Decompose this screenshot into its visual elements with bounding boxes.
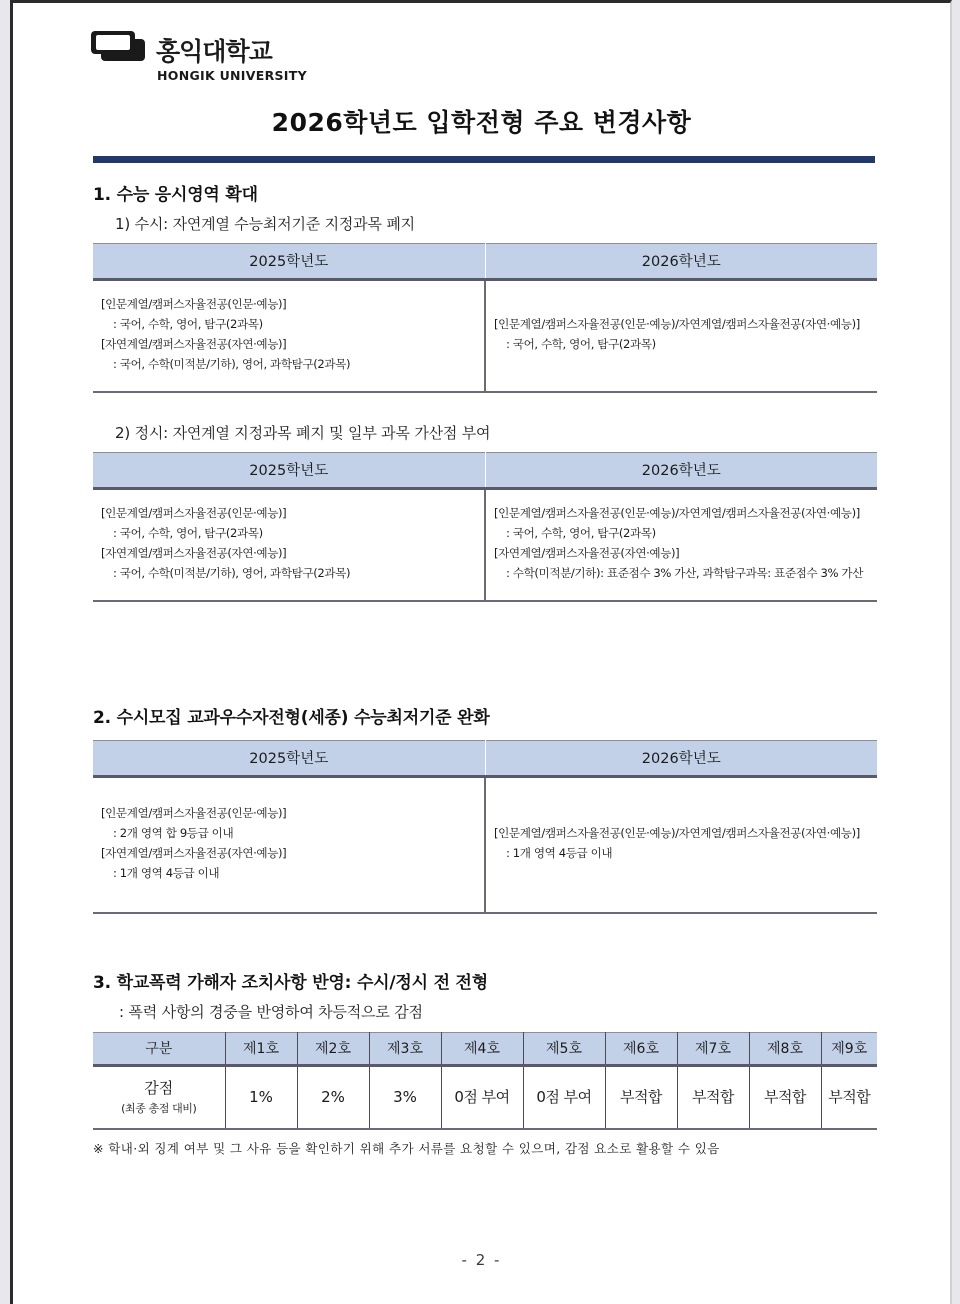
table-susi-subjects: [93, 243, 877, 393]
section-3: [93, 968, 877, 1157]
line: : 국어, 수학, 영어, 탐구(2과목): [506, 525, 656, 540]
section-1-sub-1-label: 1) 수시: 자연계열 수능최저기준 지정과목 폐지: [115, 215, 415, 233]
title-divider: [93, 156, 875, 163]
cell-2026-content: [485, 280, 877, 392]
col-header-item-8: 제8호: [749, 1033, 821, 1066]
col-header-item-4: 제4호: [441, 1033, 523, 1066]
table-header-row: [93, 452, 877, 488]
cell-2026-content: [485, 488, 877, 600]
col-header-2026: 2026학년도: [485, 741, 877, 777]
line: : 2개 영역 합 9등급 이내: [113, 825, 234, 840]
col-header-item-5: 제5호: [523, 1033, 605, 1066]
section-1: [93, 180, 877, 602]
section-2: [93, 703, 877, 914]
cell-2025-content: [93, 280, 485, 392]
section-3-heading: 3. 학교폭력 가해자 조치사항 반영: 수시/정시 전 전형: [93, 973, 488, 993]
page-number: - 2 -: [461, 1251, 502, 1269]
section-3-sub-label: : 폭력 사항의 경중을 반영하여 차등적으로 감점: [119, 1003, 423, 1021]
section-1-sub-2-label: 2) 정시: 자연계열 지정과목 폐지 및 일부 과목 가산점 부여: [115, 423, 491, 442]
line: [자연계열/캠퍼스자율전공(자연·예능)]: [101, 545, 287, 560]
col-header-item-6: 제6호: [605, 1033, 677, 1066]
line: [인문계열/캠퍼스자율전공(인문·예능)]: [101, 297, 287, 311]
line: [자연계열/캠퍼스자율전공(자연·예능)]: [494, 545, 680, 560]
line: : 1개 영역 4등급 이내: [506, 845, 613, 860]
col-header-item-3: 제3호: [369, 1033, 441, 1066]
university-logo: [91, 31, 307, 83]
col-header-item-7: 제7호: [677, 1033, 749, 1066]
table-school-violence-penalty: [93, 1032, 877, 1130]
logo-korean-name: 홍익대학교: [156, 37, 272, 66]
line: [인문계열/캠퍼스자율전공(인문·예능)/자연계열/캠퍼스자율전공(자연·예능)]: [494, 505, 860, 520]
table-header-row: [93, 244, 877, 280]
row-label-sub: (최종 총점 대비): [121, 1102, 197, 1115]
table-row: [93, 488, 877, 600]
line: [인문계열/캠퍼스자율전공(인문·예능)]: [101, 806, 287, 820]
row-label-penalty: [93, 1066, 225, 1130]
table-row: [93, 1066, 877, 1130]
table-gyogwa-usuja: [93, 740, 877, 914]
line: [자연계열/캠퍼스자율전공(자연·예능)]: [101, 845, 287, 860]
table-header-row: [93, 1033, 877, 1066]
cell-value-6: 부적합: [605, 1066, 677, 1130]
col-header-2025: 2025학년도: [93, 244, 485, 280]
line: : 국어, 수학(미적분/기하), 영어, 과학탐구(2과목): [113, 356, 351, 371]
table-row: [93, 777, 877, 913]
line: [인문계열/캠퍼스자율전공(인문·예능)]: [101, 505, 287, 520]
cell-2026-content: [485, 777, 877, 913]
cell-2025-content: [93, 488, 485, 600]
col-header-gubun: 구분: [93, 1033, 225, 1066]
logo-english-name: HONGIK UNIVERSITY: [157, 68, 307, 83]
page-title: 2026학년도 입학전형 주요 변경사항: [271, 108, 692, 137]
col-header-2025: 2025학년도: [93, 741, 485, 777]
line: : 1개 영역 4등급 이내: [113, 865, 220, 880]
row-label-main: 감점: [144, 1079, 174, 1097]
document-page: [10, 0, 952, 1304]
line: : 국어, 수학, 영어, 탐구(2과목): [113, 316, 263, 331]
col-header-2026: 2026학년도: [485, 244, 877, 280]
cell-value-5: 0점 부여: [523, 1066, 605, 1130]
table-header-row: [93, 741, 877, 777]
cell-value-9: 부적합: [821, 1066, 877, 1130]
cell-value-3: 3%: [369, 1066, 441, 1130]
cell-value-7: 부적합: [677, 1066, 749, 1130]
line: : 국어, 수학, 영어, 탐구(2과목): [506, 336, 656, 351]
line: : 국어, 수학, 영어, 탐구(2과목): [113, 525, 263, 540]
line: [인문계열/캠퍼스자율전공(인문·예능)/자연계열/캠퍼스자율전공(자연·예능)]: [494, 825, 860, 840]
line: : 수학(미적분/기하): 표준점수 3% 가산, 과학탐구과목: 표준점수 3% 가산: [506, 565, 864, 580]
col-header-item-2: 제2호: [297, 1033, 369, 1066]
table-jeongsi-subjects: [93, 452, 877, 602]
col-header-2025: 2025학년도: [93, 452, 485, 488]
col-header-item-9: 제9호: [821, 1033, 877, 1066]
section-3-footnote: ※ 학내·외 징계 여부 및 그 사유 등을 확인하기 위해 추가 서류를 요청할 수 있으며, 감점 요소로 활용할 수 있음: [93, 1141, 720, 1156]
table-row: [93, 280, 877, 392]
section-2-heading: 2. 수시모집 교과우수자전형(세종) 수능최저기준 완화: [93, 708, 490, 728]
hongik-logo-mark-icon: [91, 31, 147, 62]
col-header-2026: 2026학년도: [485, 452, 877, 488]
cell-value-2: 2%: [297, 1066, 369, 1130]
col-header-item-1: 제1호: [225, 1033, 297, 1066]
cell-value-8: 부적합: [749, 1066, 821, 1130]
section-1-heading: 1. 수능 응시영역 확대: [93, 185, 258, 205]
line: [인문계열/캠퍼스자율전공(인문·예능)/자연계열/캠퍼스자율전공(자연·예능)]: [494, 316, 860, 331]
cell-value-4: 0점 부여: [441, 1066, 523, 1130]
cell-2025-content: [93, 777, 485, 913]
line: [자연계열/캠퍼스자율전공(자연·예능)]: [101, 336, 287, 351]
line: : 국어, 수학(미적분/기하), 영어, 과학탐구(2과목): [113, 565, 351, 580]
cell-value-1: 1%: [225, 1066, 297, 1130]
